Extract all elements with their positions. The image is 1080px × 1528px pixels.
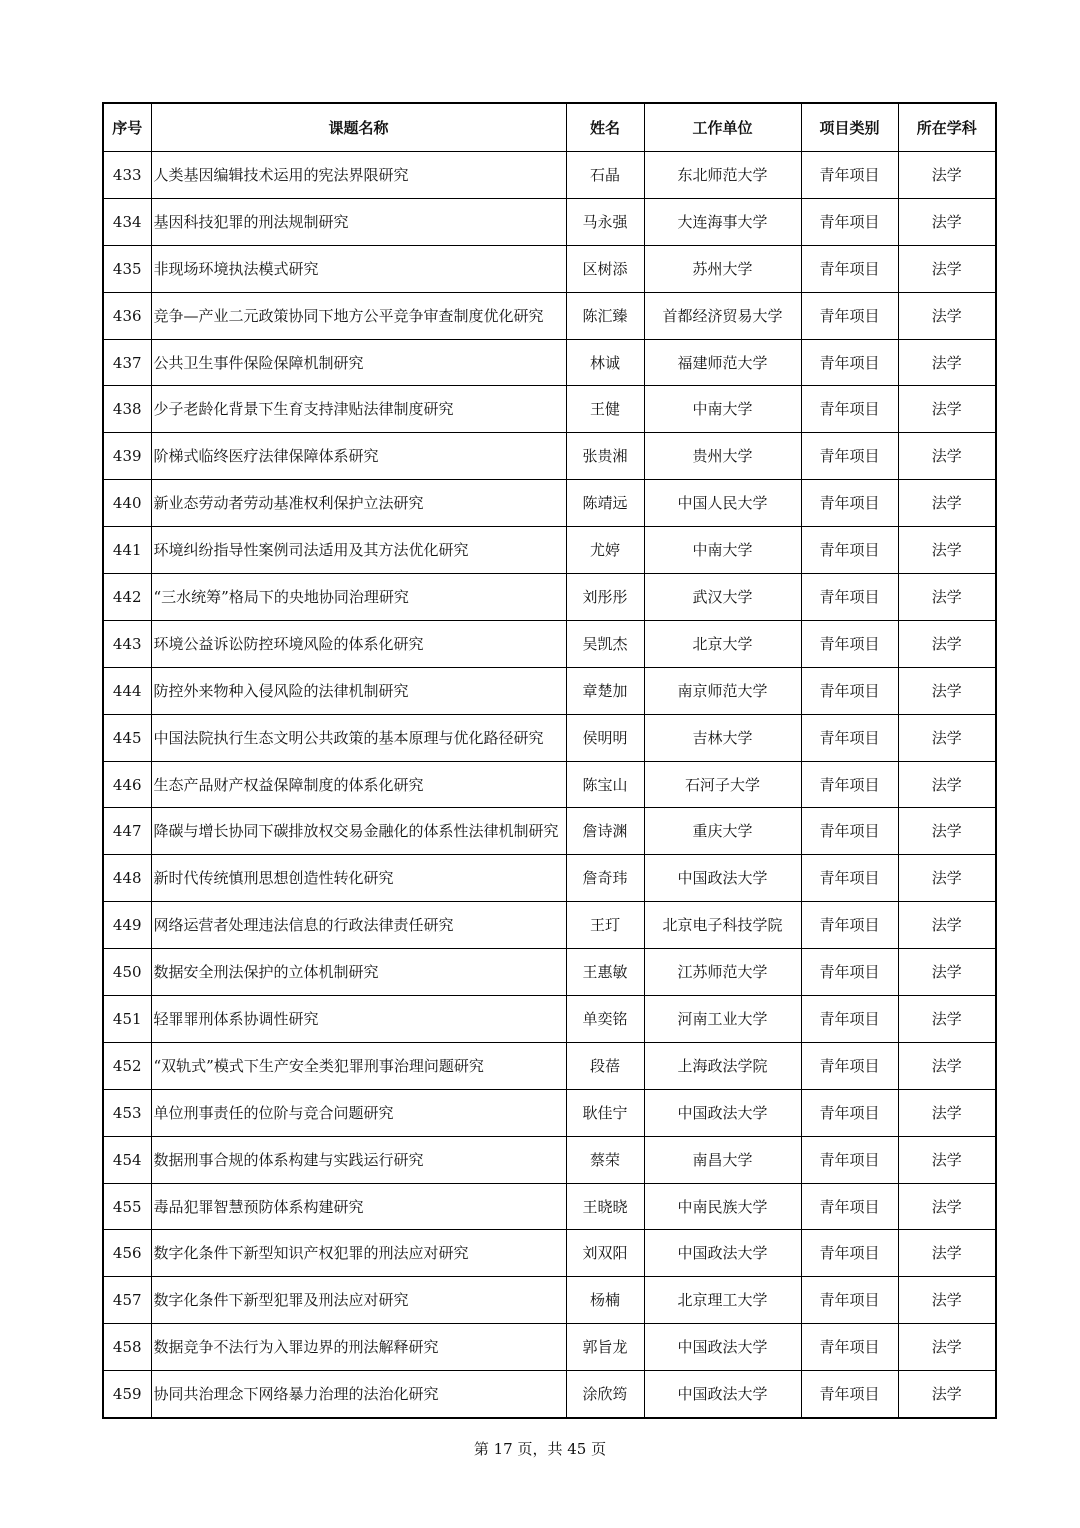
cell-subject: 法学 — [898, 1042, 996, 1089]
cell-title: 非现场环境执法模式研究 — [151, 245, 566, 292]
cell-subject: 法学 — [898, 761, 996, 808]
cell-category: 青年项目 — [801, 339, 898, 386]
cell-subject: 法学 — [898, 1230, 996, 1277]
cell-name: 石晶 — [566, 152, 644, 199]
cell-name: 陈宝山 — [566, 761, 644, 808]
cell-name: 马永强 — [566, 198, 644, 245]
cell-unit: 北京电子科技学院 — [644, 902, 801, 949]
cell-title: “双轨式”模式下生产安全类犯罪刑事治理问题研究 — [151, 1042, 566, 1089]
cell-no: 453 — [103, 1089, 151, 1136]
cell-subject: 法学 — [898, 949, 996, 996]
cell-subject: 法学 — [898, 1324, 996, 1371]
cell-no: 441 — [103, 527, 151, 574]
cell-unit: 中国政法大学 — [644, 1089, 801, 1136]
table-row — [103, 574, 996, 621]
cell-category: 青年项目 — [801, 527, 898, 574]
cell-category: 青年项目 — [801, 386, 898, 433]
cell-title: 防控外来物种入侵风险的法律机制研究 — [151, 667, 566, 714]
cell-subject: 法学 — [898, 667, 996, 714]
cell-unit: 北京理工大学 — [644, 1277, 801, 1324]
cell-name: 詹奇玮 — [566, 855, 644, 902]
cell-category: 青年项目 — [801, 152, 898, 199]
cell-name: 单奕铭 — [566, 996, 644, 1043]
cell-no: 438 — [103, 386, 151, 433]
table-row — [103, 1277, 996, 1324]
cell-title: 环境公益诉讼防控环境风险的体系化研究 — [151, 620, 566, 667]
table-row — [103, 386, 996, 433]
cell-no: 434 — [103, 198, 151, 245]
cell-no: 439 — [103, 433, 151, 480]
table-row — [103, 949, 996, 996]
cell-name: 王惠敏 — [566, 949, 644, 996]
cell-name: 蔡荣 — [566, 1136, 644, 1183]
cell-unit: 中南民族大学 — [644, 1183, 801, 1230]
table-row — [103, 1183, 996, 1230]
cell-category: 青年项目 — [801, 1042, 898, 1089]
table-row — [103, 996, 996, 1043]
cell-no: 445 — [103, 714, 151, 761]
cell-name: 刘双阳 — [566, 1230, 644, 1277]
cell-category: 青年项目 — [801, 855, 898, 902]
cell-unit: 中国政法大学 — [644, 1230, 801, 1277]
cell-no: 459 — [103, 1371, 151, 1418]
cell-unit: 武汉大学 — [644, 574, 801, 621]
cell-unit: 吉林大学 — [644, 714, 801, 761]
table-row — [103, 714, 996, 761]
cell-subject: 法学 — [898, 527, 996, 574]
cell-unit: 北京大学 — [644, 620, 801, 667]
cell-title: 毒品犯罪智慧预防体系构建研究 — [151, 1183, 566, 1230]
cell-category: 青年项目 — [801, 949, 898, 996]
cell-no: 436 — [103, 292, 151, 339]
table-header-row — [103, 103, 996, 152]
table-row — [103, 1230, 996, 1277]
cell-subject: 法学 — [898, 1277, 996, 1324]
cell-category: 青年项目 — [801, 480, 898, 527]
cell-unit: 中国政法大学 — [644, 1324, 801, 1371]
table-row — [103, 433, 996, 480]
cell-title: 数字化条件下新型犯罪及刑法应对研究 — [151, 1277, 566, 1324]
cell-name: 区树添 — [566, 245, 644, 292]
cell-title: 降碳与增长协同下碳排放权交易金融化的体系性法律机制研究 — [151, 808, 566, 855]
table-row — [103, 667, 996, 714]
cell-title: 阶梯式临终医疗法律保障体系研究 — [151, 433, 566, 480]
cell-title: 新业态劳动者劳动基准权利保护立法研究 — [151, 480, 566, 527]
cell-name: 张贵湘 — [566, 433, 644, 480]
cell-category: 青年项目 — [801, 1183, 898, 1230]
cell-category: 青年项目 — [801, 714, 898, 761]
table-row — [103, 620, 996, 667]
cell-unit: 南京师范大学 — [644, 667, 801, 714]
cell-category: 青年项目 — [801, 667, 898, 714]
cell-name: 郭旨龙 — [566, 1324, 644, 1371]
cell-name: 尤婷 — [566, 527, 644, 574]
table-row — [103, 527, 996, 574]
cell-category: 青年项目 — [801, 433, 898, 480]
cell-name: 王健 — [566, 386, 644, 433]
header-title: 课题名称 — [151, 103, 566, 152]
cell-unit: 重庆大学 — [644, 808, 801, 855]
page-number: 第 17 页，共 45 页 — [473, 1440, 607, 1458]
cell-category: 青年项目 — [801, 245, 898, 292]
cell-subject: 法学 — [898, 1371, 996, 1418]
cell-no: 444 — [103, 667, 151, 714]
table-row — [103, 808, 996, 855]
table-row — [103, 1136, 996, 1183]
cell-name: 王玎 — [566, 902, 644, 949]
cell-title: 网络运营者处理违法信息的行政法律责任研究 — [151, 902, 566, 949]
table-row — [103, 198, 996, 245]
cell-unit: 苏州大学 — [644, 245, 801, 292]
cell-unit: 江苏师范大学 — [644, 949, 801, 996]
cell-no: 448 — [103, 855, 151, 902]
cell-subject: 法学 — [898, 574, 996, 621]
table-row — [103, 1089, 996, 1136]
cell-no: 458 — [103, 1324, 151, 1371]
cell-no: 451 — [103, 996, 151, 1043]
header-name: 姓名 — [566, 103, 644, 152]
cell-no: 446 — [103, 761, 151, 808]
table-row — [103, 902, 996, 949]
cell-no: 454 — [103, 1136, 151, 1183]
cell-subject: 法学 — [898, 620, 996, 667]
cell-no: 442 — [103, 574, 151, 621]
cell-title: 单位刑事责任的位阶与竞合问题研究 — [151, 1089, 566, 1136]
cell-subject: 法学 — [898, 198, 996, 245]
cell-no: 443 — [103, 620, 151, 667]
cell-unit: 石河子大学 — [644, 761, 801, 808]
table-row — [103, 292, 996, 339]
cell-subject: 法学 — [898, 714, 996, 761]
cell-unit: 首都经济贸易大学 — [644, 292, 801, 339]
cell-name: 章楚加 — [566, 667, 644, 714]
cell-name: 陈靖远 — [566, 480, 644, 527]
cell-unit: 贵州大学 — [644, 433, 801, 480]
table-row — [103, 245, 996, 292]
table-row — [103, 1324, 996, 1371]
cell-no: 433 — [103, 152, 151, 199]
cell-subject: 法学 — [898, 1183, 996, 1230]
cell-title: 协同共治理念下网络暴力治理的法治化研究 — [151, 1371, 566, 1418]
cell-subject: 法学 — [898, 386, 996, 433]
cell-no: 452 — [103, 1042, 151, 1089]
cell-category: 青年项目 — [801, 1089, 898, 1136]
cell-no: 457 — [103, 1277, 151, 1324]
cell-no: 455 — [103, 1183, 151, 1230]
cell-name: 陈汇臻 — [566, 292, 644, 339]
cell-title: 中国法院执行生态文明公共政策的基本原理与优化路径研究 — [151, 714, 566, 761]
cell-name: 侯明明 — [566, 714, 644, 761]
cell-title: 人类基因编辑技术运用的宪法界限研究 — [151, 152, 566, 199]
cell-subject: 法学 — [898, 996, 996, 1043]
cell-title: 基因科技犯罪的刑法规制研究 — [151, 198, 566, 245]
cell-category: 青年项目 — [801, 808, 898, 855]
cell-name: 王晓晓 — [566, 1183, 644, 1230]
header-unit: 工作单位 — [644, 103, 801, 152]
cell-subject: 法学 — [898, 245, 996, 292]
cell-category: 青年项目 — [801, 1230, 898, 1277]
cell-category: 青年项目 — [801, 1324, 898, 1371]
cell-unit: 福建师范大学 — [644, 339, 801, 386]
cell-unit: 东北师范大学 — [644, 152, 801, 199]
cell-title: “三水统筹”格局下的央地协同治理研究 — [151, 574, 566, 621]
cell-no: 456 — [103, 1230, 151, 1277]
table-row — [103, 152, 996, 199]
cell-category: 青年项目 — [801, 198, 898, 245]
cell-no: 447 — [103, 808, 151, 855]
cell-subject: 法学 — [898, 480, 996, 527]
cell-unit: 中南大学 — [644, 386, 801, 433]
table-row — [103, 339, 996, 386]
cell-unit: 河南工业大学 — [644, 996, 801, 1043]
cell-no: 440 — [103, 480, 151, 527]
cell-name: 杨楠 — [566, 1277, 644, 1324]
table-row — [103, 480, 996, 527]
cell-unit: 大连海事大学 — [644, 198, 801, 245]
table-row — [103, 1042, 996, 1089]
cell-title: 数据安全刑法保护的立体机制研究 — [151, 949, 566, 996]
header-no: 序号 — [103, 103, 151, 152]
cell-name: 詹诗渊 — [566, 808, 644, 855]
table-row — [103, 761, 996, 808]
cell-unit: 上海政法学院 — [644, 1042, 801, 1089]
cell-subject: 法学 — [898, 902, 996, 949]
cell-name: 耿佳宁 — [566, 1089, 644, 1136]
cell-category: 青年项目 — [801, 292, 898, 339]
cell-no: 450 — [103, 949, 151, 996]
cell-category: 青年项目 — [801, 1371, 898, 1418]
cell-unit: 中国政法大学 — [644, 1371, 801, 1418]
cell-name: 林诚 — [566, 339, 644, 386]
cell-category: 青年项目 — [801, 574, 898, 621]
cell-unit: 中南大学 — [644, 527, 801, 574]
cell-subject: 法学 — [898, 339, 996, 386]
cell-subject: 法学 — [898, 855, 996, 902]
cell-unit: 中国人民大学 — [644, 480, 801, 527]
cell-subject: 法学 — [898, 1089, 996, 1136]
cell-title: 生态产品财产权益保障制度的体系化研究 — [151, 761, 566, 808]
cell-subject: 法学 — [898, 433, 996, 480]
cell-name: 段蓓 — [566, 1042, 644, 1089]
table-body — [103, 152, 996, 1419]
cell-category: 青年项目 — [801, 1136, 898, 1183]
cell-no: 435 — [103, 245, 151, 292]
cell-unit: 南昌大学 — [644, 1136, 801, 1183]
cell-unit: 中国政法大学 — [644, 855, 801, 902]
cell-category: 青年项目 — [801, 761, 898, 808]
cell-title: 少子老龄化背景下生育支持津贴法律制度研究 — [151, 386, 566, 433]
cell-title: 环境纠纷指导性案例司法适用及其方法优化研究 — [151, 527, 566, 574]
cell-title: 竞争—产业二元政策协同下地方公平竞争审查制度优化研究 — [151, 292, 566, 339]
cell-name: 刘彤彤 — [566, 574, 644, 621]
cell-category: 青年项目 — [801, 1277, 898, 1324]
cell-name: 吴凯杰 — [566, 620, 644, 667]
cell-category: 青年项目 — [801, 902, 898, 949]
table-row — [103, 1371, 996, 1418]
cell-subject: 法学 — [898, 152, 996, 199]
cell-title: 数据竞争不法行为入罪边界的刑法解释研究 — [151, 1324, 566, 1371]
cell-title: 轻罪罪刑体系协调性研究 — [151, 996, 566, 1043]
cell-title: 数据刑事合规的体系构建与实践运行研究 — [151, 1136, 566, 1183]
cell-category: 青年项目 — [801, 620, 898, 667]
table-row — [103, 855, 996, 902]
cell-subject: 法学 — [898, 1136, 996, 1183]
cell-category: 青年项目 — [801, 996, 898, 1043]
cell-name: 涂欣筠 — [566, 1371, 644, 1418]
cell-subject: 法学 — [898, 292, 996, 339]
header-category: 项目类别 — [801, 103, 898, 152]
project-table — [102, 102, 997, 1419]
cell-title: 新时代传统慎刑思想创造性转化研究 — [151, 855, 566, 902]
cell-title: 公共卫生事件保险保障机制研究 — [151, 339, 566, 386]
cell-no: 437 — [103, 339, 151, 386]
cell-title: 数字化条件下新型知识产权犯罪的刑法应对研究 — [151, 1230, 566, 1277]
header-subject: 所在学科 — [898, 103, 996, 152]
cell-subject: 法学 — [898, 808, 996, 855]
cell-no: 449 — [103, 902, 151, 949]
